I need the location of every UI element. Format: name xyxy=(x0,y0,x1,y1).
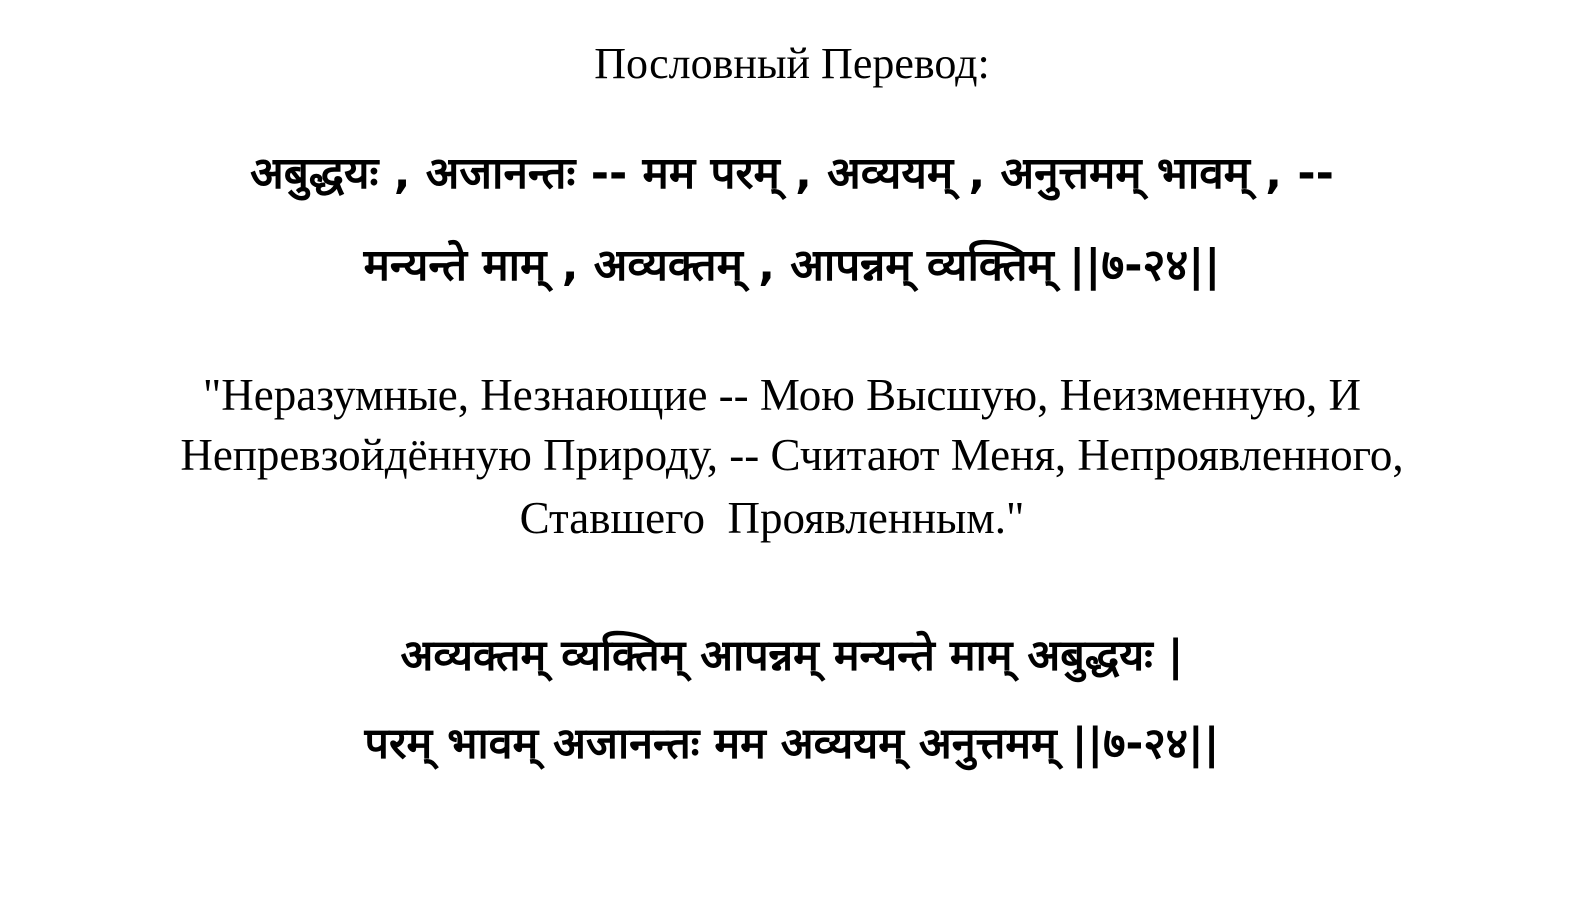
verse-line-2: परम् भावम् अजानन्तः मम अव्ययम् अनुत्तमम् ||७-२४|| xyxy=(364,719,1220,769)
word-by-word-line-2: मन्यन्ते माम् , अव्यक्तम् , आपन्नम् व्यक्तिम् ||७-२४|| xyxy=(363,240,1221,291)
translation-line-2: Непревзойдённую Природу, -- Считают Меня, Непроявленного, xyxy=(180,430,1404,480)
translation-line-1: "Неразумные, Незнающие -- Мою Высшую, Неизменную, И xyxy=(202,370,1362,420)
page-title: Пословный Перевод: xyxy=(594,39,990,88)
verse-line-1: अव्यक्तम् व्यक्तिम् आपन्नम् मन्यन्ते माम् अबुद्धयः | xyxy=(400,631,1184,681)
translation-line-3: Ставшего Проявленным." xyxy=(519,493,1025,543)
word-by-word-line-1: अबुद्धयः , अजानन्तः -- मम परम् , अव्ययम् , अनुत्तमम् भावम् , -- xyxy=(250,148,1334,199)
